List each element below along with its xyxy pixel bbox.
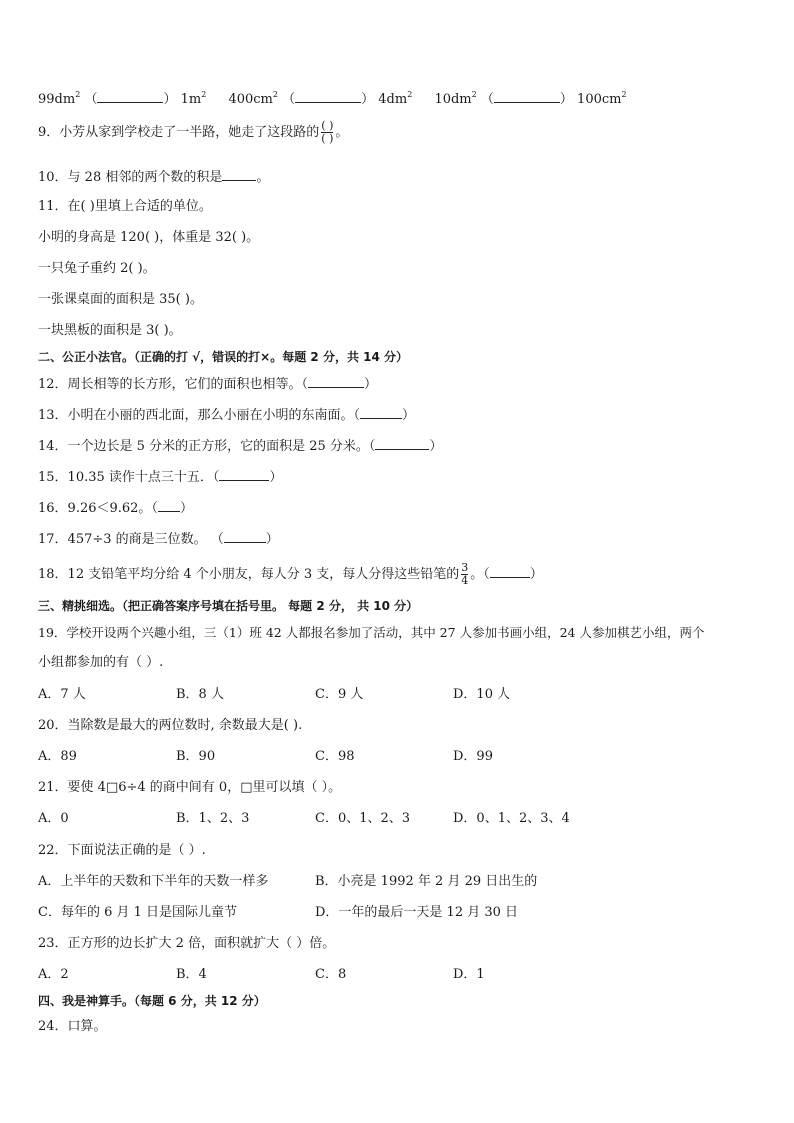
compare-b-blank[interactable] bbox=[295, 90, 361, 103]
question-13: 13．小明在小丽的西北面，那么小丽在小明的东南面。（ ） bbox=[38, 408, 416, 423]
q22-option-a[interactable]: A．上半年的天数和下半年的天数一样多 bbox=[38, 874, 269, 889]
q19-option-a[interactable]: A．7 人 bbox=[38, 687, 86, 702]
compare-c: $10dm^2$ （ ） $100cm^2$ bbox=[434, 90, 627, 107]
question-18: 18．12 支铅笔平均分给 4 个小朋友，每人分 3 支，每人分得这些铅笔的 $\frac{3}{4}$ 。（ ） bbox=[38, 561, 543, 587]
question-11-line-4: 一块黑板的面积是 3( )。 bbox=[38, 323, 182, 338]
question-19-line-1: 19．学校开设两个兴趣小组，三（1）班 42 人都报名参加了活动，其中 27 人参加书画小组，24 人参加棋艺小组，两个 bbox=[38, 625, 705, 640]
fraction: $\frac{3}{4}$ bbox=[461, 561, 469, 587]
q22-option-c[interactable]: C．每年的 6 月 1 日是国际儿童节 bbox=[38, 905, 238, 920]
q23-option-d[interactable]: D．1 bbox=[453, 967, 485, 982]
q22-option-b[interactable]: B．小亮是 1992 年 2 月 29 日出生的 bbox=[315, 874, 538, 889]
question-11-title: 11．在( )里填上合适的单位。 bbox=[38, 199, 212, 214]
q22-option-d[interactable]: D．一年的最后一天是 12 月 30 日 bbox=[315, 905, 519, 920]
compare-row bbox=[38, 90, 627, 108]
answer-blank[interactable] bbox=[490, 565, 530, 578]
q21-option-a[interactable]: A．0 bbox=[38, 811, 69, 826]
q21-option-d[interactable]: D．0、1、2、3、4 bbox=[453, 811, 570, 826]
q23-option-a[interactable]: A．2 bbox=[38, 967, 69, 982]
question-23: 23．正方形的边长扩大 2 倍，面积就扩大（ ）倍。 bbox=[38, 936, 336, 951]
answer-blank[interactable] bbox=[158, 499, 180, 512]
q23-option-c[interactable]: C．8 bbox=[315, 967, 347, 982]
compare-a-blank[interactable] bbox=[97, 90, 163, 103]
question-11-line-2: 一只兔子重约 2( )。 bbox=[38, 261, 156, 276]
question-11-line-1: 小明的身高是 120( )，体重是 32( )。 bbox=[38, 230, 260, 245]
compare-b: $400cm^2$ （ ） $4dm^2$ bbox=[228, 90, 413, 107]
question-24: 24．口算。 bbox=[38, 1019, 107, 1034]
q19-option-c[interactable]: C．9 人 bbox=[315, 687, 364, 702]
question-22: 22．下面说法正确的是（ ）. bbox=[38, 843, 206, 858]
answer-blank[interactable] bbox=[360, 406, 402, 419]
section-2-heading: 二、公正小法官。（正确的打 √，错误的打×。每题 2 分，共 14 分） bbox=[38, 350, 408, 364]
section-3-heading: 三、精挑细选。（把正确答案序号填在括号里。 每题 2 分， 共 10 分） bbox=[38, 599, 419, 613]
fraction-blank[interactable]: $\frac{( )}{( )}$ bbox=[321, 119, 334, 145]
question-11-line-3: 一张课桌面的面积是 35( )。 bbox=[38, 292, 203, 307]
answer-blank[interactable] bbox=[222, 168, 256, 181]
q20-option-b[interactable]: B．90 bbox=[176, 749, 216, 764]
question-19-line-2: 小组都参加的有（ ）. bbox=[38, 655, 164, 670]
answer-blank[interactable] bbox=[308, 375, 364, 388]
q20-option-a[interactable]: A．89 bbox=[38, 749, 77, 764]
question-12: 12．周长相等的长方形，它们的面积也相等。（ ） bbox=[38, 377, 378, 392]
q21-option-c[interactable]: C．0、1、2、3 bbox=[315, 811, 411, 826]
question-10: 10．与 28 相邻的两个数的积是 。 bbox=[38, 170, 270, 185]
compare-c-blank[interactable] bbox=[494, 90, 560, 103]
q20-option-c[interactable]: C．98 bbox=[315, 749, 355, 764]
q23-option-b[interactable]: B．4 bbox=[176, 967, 207, 982]
compare-a: $99dm^2$ （ ） $1m^2$ bbox=[38, 90, 207, 107]
q19-option-d[interactable]: D．10 人 bbox=[453, 687, 511, 702]
q20-option-d[interactable]: D．99 bbox=[453, 749, 493, 764]
section-4-heading: 四、我是神算手。（每题 6 分，共 12 分） bbox=[38, 994, 266, 1008]
question-17: 17．457÷3 的商是三位数。 （ ） bbox=[38, 532, 279, 547]
q19-option-b[interactable]: B．8 人 bbox=[176, 687, 224, 702]
answer-blank[interactable] bbox=[224, 530, 266, 543]
question-20: 20．当除数是最大的两位数时, 余数最大是( ). bbox=[38, 718, 303, 733]
question-9: 9．小芳从家到学校走了一半路，她走了这段路的 $\frac{( )}{( )}$ 。 bbox=[38, 119, 349, 145]
answer-blank[interactable] bbox=[219, 468, 269, 481]
question-21: 21．要使 4□6÷4 的商中间有 0，□里可以填（ ）。 bbox=[38, 780, 342, 795]
q21-option-b[interactable]: B．1、2、3 bbox=[176, 811, 250, 826]
question-15: 15．10.35 读作十点三十五．（ ） bbox=[38, 470, 283, 485]
question-16: 16．9.26＜9.62。（ ） bbox=[38, 501, 193, 516]
answer-blank[interactable] bbox=[375, 437, 429, 450]
question-14: 14．一个边长是 5 分米的正方形，它的面积是 25 分米。（ ） bbox=[38, 439, 443, 454]
